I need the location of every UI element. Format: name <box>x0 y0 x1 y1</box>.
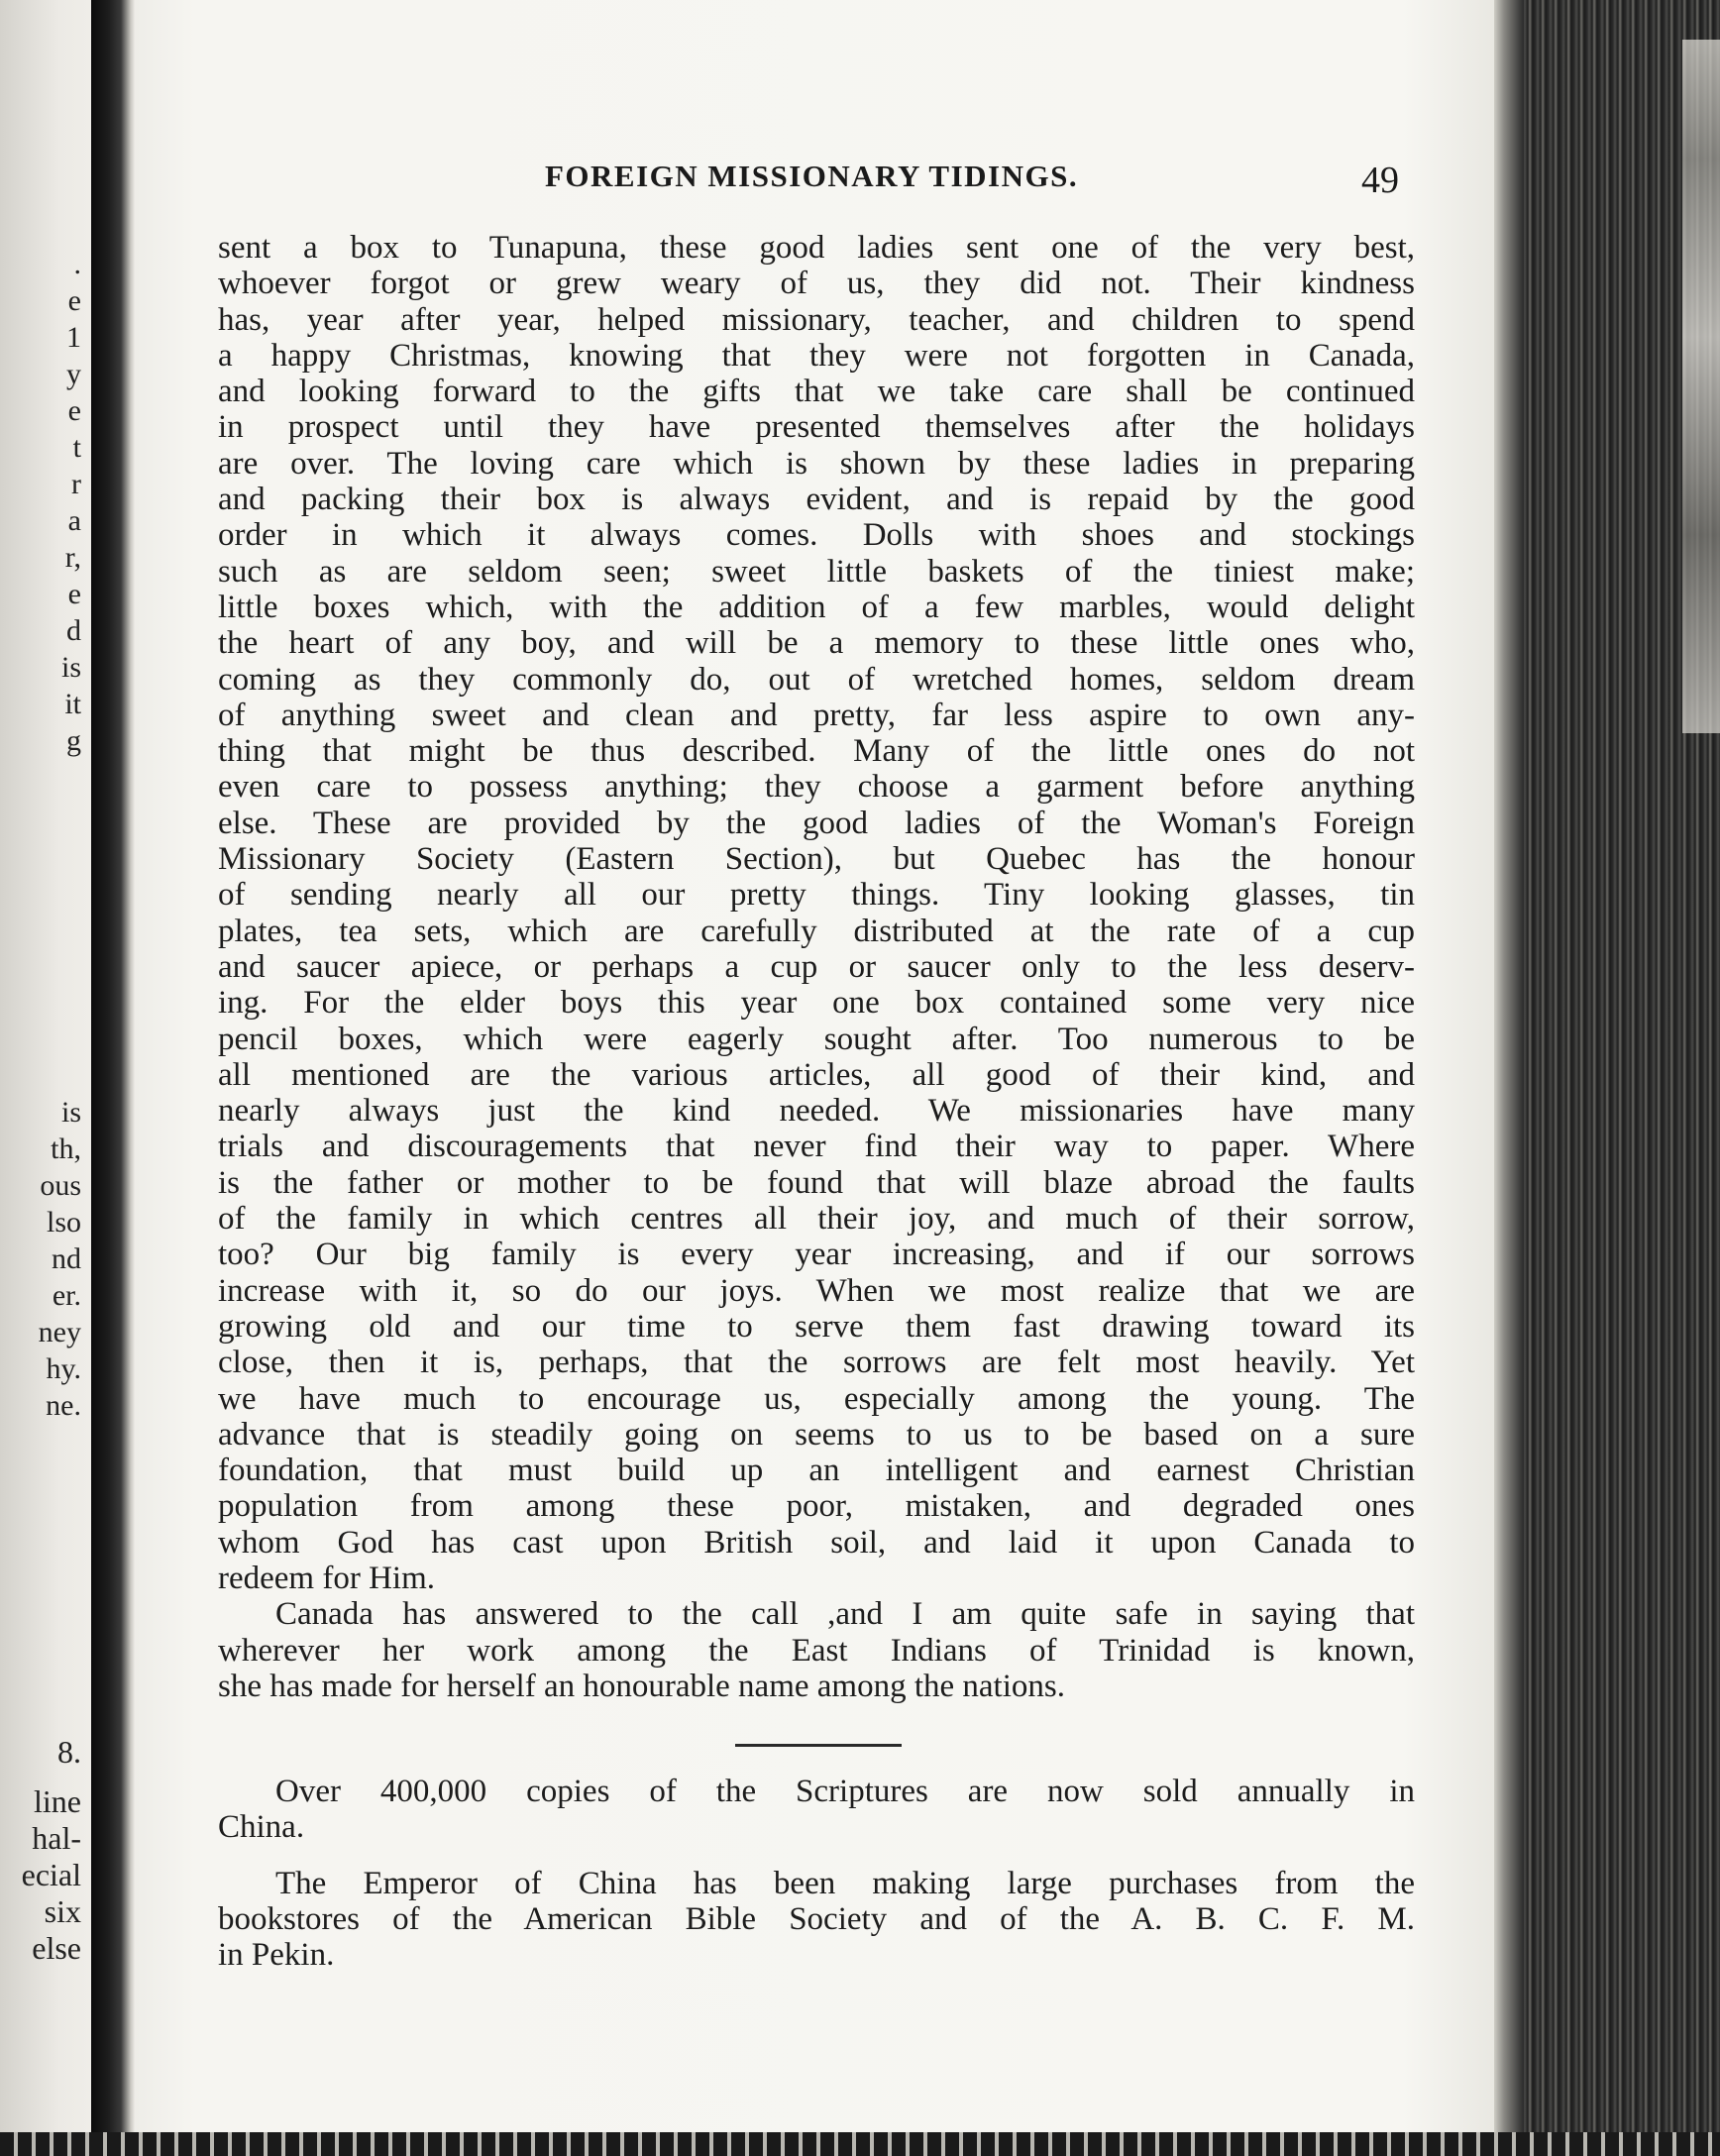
text-line: redeem for Him. <box>218 1560 435 1596</box>
body-text <box>218 230 1415 1704</box>
book-gutter <box>91 0 135 2156</box>
text-line: we have much to encourage us, especially among the young. The <box>218 1380 1415 1417</box>
text-line: nearly always just the kind needed. We missionaries have many <box>218 1093 1415 1130</box>
text-line: a happy Christmas, knowing that they were not forgotten in Canada, <box>218 337 1415 374</box>
text-line: close, then it is, perhaps, that the sorrows are felt most heavily. Yet <box>218 1345 1415 1381</box>
text-line: thing that might be thus described. Many of the little ones do not <box>218 733 1415 770</box>
note-line: The Emperor of China has been making large purchases from the <box>275 1865 1415 1901</box>
text-line: and packing their box is always evident, and is repaid by the good <box>218 482 1415 518</box>
note-line: bookstores of the American Bible Society and of the A. B. C. F. M. <box>218 1900 1415 1937</box>
text-line: Canada has answered to the call ,and I am quite safe in saying that <box>275 1596 1415 1633</box>
left-page-fragment: e <box>67 394 81 427</box>
page-number: 49 <box>1361 160 1399 201</box>
text-line: wherever her work among the East Indians of Trinidad is known, <box>218 1632 1415 1669</box>
note-line: China. <box>218 1809 305 1846</box>
text-line: the heart of any boy, and will be a memory to these little ones who, <box>218 625 1415 662</box>
left-page-fragment: . <box>73 248 81 280</box>
left-page-fragment: hal- <box>32 1820 81 1856</box>
left-page-fragment: it <box>64 688 81 720</box>
left-page-text-upper <box>0 246 81 759</box>
bottom-edge <box>0 2132 1720 2156</box>
text-line: such as are seldom seen; sweet little baskets of the tiniest make; <box>218 553 1415 590</box>
left-page-text-lower <box>0 1783 81 1967</box>
left-page-fragment: t <box>72 431 81 464</box>
left-page-fragment: r, <box>64 541 81 574</box>
text-line: is the father or mother to be found that will blaze abroad the faults <box>218 1164 1415 1201</box>
notes-section <box>218 1774 1415 1993</box>
text-line: coming as they commonly do, out of wretched homes, seldom dream <box>218 661 1415 698</box>
left-page-fragment: th, <box>51 1132 81 1165</box>
text-line: little boxes which, with the addition of a few marbles, would delight <box>218 589 1415 625</box>
text-line: Missionary Society (Eastern Section), but Quebec has the honour <box>218 841 1415 878</box>
left-page-fragment: y <box>66 358 81 390</box>
text-line: whom God has cast upon British soil, and laid it upon Canada to <box>218 1524 1415 1561</box>
text-line: increase with it, so do our joys. When we most realize that we are <box>218 1272 1415 1309</box>
text-line: plates, tea sets, which are carefully distributed at the rate of a cup <box>218 913 1415 949</box>
left-page-fragment: r <box>71 468 81 500</box>
text-line: foundation, that must build up an intelligent and earnest Christian <box>218 1453 1415 1489</box>
left-page-fragment: hy. <box>46 1352 81 1385</box>
left-page-fragment: else <box>32 1930 81 1966</box>
text-line: growing old and our time to serve them fast drawing toward its <box>218 1308 1415 1345</box>
left-page-fragment: d <box>66 614 81 647</box>
left-page-fragment: er. <box>52 1279 81 1312</box>
left-page-fragment: 1 <box>66 321 81 354</box>
note-paragraph <box>218 1866 1415 1974</box>
note-paragraph <box>218 1774 1415 1846</box>
text-line: even care to possess anything; they choose a garment before anything <box>218 769 1415 806</box>
text-line: trials and discouragements that never find their way to paper. Where <box>218 1129 1415 1165</box>
text-line: and saucer apiece, or perhaps a cup or saucer only to the less deserv- <box>218 948 1415 985</box>
text-line: of sending nearly all our pretty things. Tiny looking glasses, tin <box>218 877 1415 914</box>
note-line: Over 400,000 copies of the Scriptures are now sold annually in <box>275 1774 1415 1809</box>
left-page-heading-fragment: 8. <box>57 1734 81 1770</box>
left-page-fragment: is <box>60 651 81 684</box>
left-page-text-middle <box>0 1094 81 1424</box>
left-page-fragment: is <box>60 1096 81 1129</box>
left-page-fragment: e <box>67 284 81 317</box>
text-line: in prospect until they have presented themselves after the holidays <box>218 409 1415 446</box>
text-line: population from among these poor, mistaken, and degraded ones <box>218 1488 1415 1525</box>
left-page-fragment: ous <box>40 1169 81 1202</box>
note-line: in Pekin. <box>218 1937 335 1974</box>
text-line: sent a box to Tunapuna, these good ladies sent one of the very best, <box>218 230 1415 266</box>
left-page-fragment: six <box>44 1893 81 1929</box>
text-line: pencil boxes, which were eagerly sought after. Too numerous to be <box>218 1021 1415 1057</box>
left-page-fragment: e <box>67 578 81 610</box>
book-fore-edge <box>1494 0 1720 2156</box>
left-page-fragment: ne. <box>46 1389 81 1422</box>
text-line: of anything sweet and clean and pretty, far less aspire to own any- <box>218 697 1415 733</box>
text-line: ing. For the elder boys this year one box contained some very nice <box>218 985 1415 1022</box>
text-line: are over. The loving care which is shown by these ladies in preparing <box>218 445 1415 482</box>
text-line: else. These are provided by the good ladies of the Woman's Foreign <box>218 805 1415 841</box>
text-line: she has made for herself an honourable name among the nations. <box>218 1668 1065 1704</box>
left-page-fragment: lso <box>46 1206 81 1239</box>
text-line: and looking forward to the gifts that we take care shall be continued <box>218 374 1415 410</box>
text-line: advance that is steadily going on seems to us to be based on a sure <box>218 1416 1415 1453</box>
text-line: has, year after year, helped missionary, teacher, and children to spend <box>218 301 1415 338</box>
left-page-fragment: a <box>67 504 81 537</box>
left-page-fragment: g <box>66 724 81 757</box>
text-line: too? Our big family is every year increasing, and if our sorrows <box>218 1237 1415 1273</box>
text-line: order in which it always comes. Dolls with shoes and stockings <box>218 517 1415 554</box>
running-head: FOREIGN MISSIONARY TIDINGS. <box>545 159 1079 193</box>
left-page-fragment: ecial <box>21 1857 81 1892</box>
text-line: all mentioned are the various articles, all good of their kind, and <box>218 1056 1415 1093</box>
left-page-fragment: line <box>34 1783 81 1819</box>
text-line: of the family in which centres all their joy, and much of their sorrow, <box>218 1201 1415 1238</box>
left-page-fragment: ney <box>38 1316 81 1348</box>
left-page-fragment: nd <box>52 1242 81 1275</box>
section-divider <box>735 1744 902 1747</box>
text-line: whoever forgot or grew weary of us, they did not. Their kindness <box>218 266 1415 302</box>
